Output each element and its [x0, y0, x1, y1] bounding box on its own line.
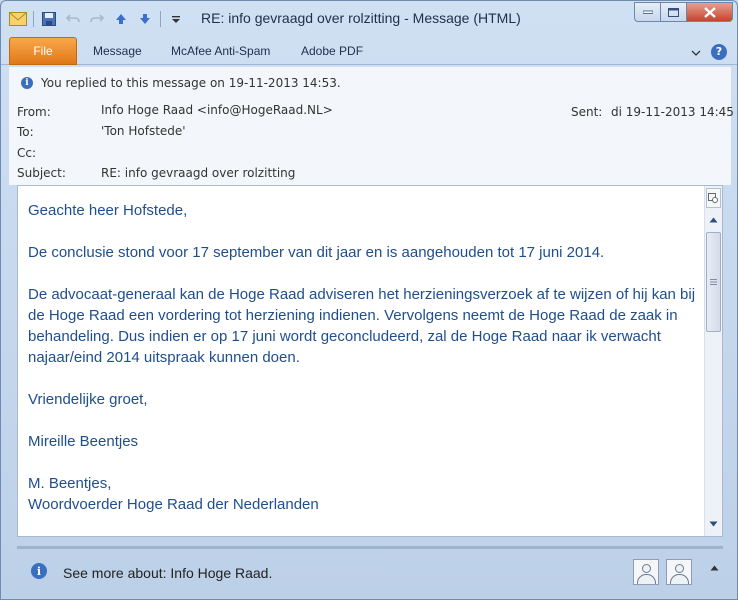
scroll-thumb[interactable]	[706, 232, 721, 332]
minimize-icon	[643, 10, 653, 14]
maximize-button[interactable]	[661, 2, 687, 22]
from-value[interactable]: Info Hoge Raad <info@HogeRaad.NL>	[101, 103, 333, 117]
tab-message[interactable]: Message	[93, 44, 142, 58]
ribbon-tabs	[1, 37, 737, 65]
collapse-people-pane-button[interactable]	[710, 563, 719, 574]
tab-mcafee-anti-spam[interactable]: McAfee Anti-Spam	[171, 44, 271, 58]
to-label: To:	[17, 125, 34, 139]
greeting: Geachte heer Hofstede,	[28, 202, 188, 219]
toolbar-separator	[33, 11, 34, 27]
vertical-scrollbar[interactable]	[704, 186, 722, 536]
close-button[interactable]	[687, 2, 733, 22]
window-controls	[634, 2, 733, 22]
subject-label: Subject:	[17, 166, 66, 180]
message-body[interactable]	[17, 185, 723, 537]
message-header	[9, 67, 734, 185]
up-arrow-icon[interactable]	[112, 10, 130, 28]
mail-icon[interactable]	[9, 10, 27, 28]
person-icon[interactable]	[633, 559, 659, 585]
person-icon[interactable]	[666, 559, 692, 585]
from-label: From:	[17, 105, 51, 119]
info-text: You replied to this message on 19-11-2013 14:53.	[41, 76, 341, 90]
people-pane	[9, 551, 731, 595]
closing: Vriendelijke groet,	[28, 391, 148, 408]
close-icon	[704, 7, 716, 18]
to-value[interactable]: 'Ton Hofstede'	[101, 124, 186, 138]
toolbar-separator	[160, 11, 161, 27]
help-icon[interactable]: ?	[711, 44, 727, 60]
minimize-button[interactable]	[634, 2, 661, 22]
down-arrow-icon[interactable]	[136, 10, 154, 28]
paragraph-conclusion: De conclusie stond voor 17 september van dit jaar en is aangehouden tot 17 juni 2014.	[28, 244, 605, 261]
info-bar[interactable]	[9, 73, 731, 93]
undo-icon[interactable]	[64, 10, 82, 28]
info-icon: i	[31, 563, 47, 579]
signature-name: M. Beentjes,	[28, 475, 112, 492]
tab-adobe-pdf[interactable]: Adobe PDF	[301, 44, 364, 58]
chevron-icon[interactable]	[691, 42, 701, 61]
scroll-up-button[interactable]	[706, 212, 721, 228]
sent-label: Sent:	[571, 105, 603, 119]
scroll-down-button[interactable]	[706, 516, 721, 532]
window-title: RE: info gevraagd over rolzitting - Message (HTML)	[201, 10, 521, 26]
people-pane-text: See more about: Info Hoge Raad.	[63, 565, 273, 581]
sent-value: di 19-11-2013 14:45	[611, 105, 734, 119]
customize-icon[interactable]	[167, 10, 185, 28]
info-icon: i	[21, 77, 33, 89]
cc-label: Cc:	[17, 146, 37, 160]
redo-icon[interactable]	[88, 10, 106, 28]
signature-title: Woordvoerder Hoge Raad der Nederlanden	[28, 496, 319, 513]
sender-name: Mireille Beentjes	[28, 433, 139, 450]
maximize-icon	[668, 8, 679, 17]
title-bar	[1, 1, 737, 37]
tab-file[interactable]: File	[9, 37, 77, 65]
paragraph-advice: De advocaat-generaal kan de Hoge Raad adviseren het herzieningsverzoek af te wijzen of hij kan bij de Hoge Raad een vordering tot herziening indienen. Vervolgens neemt de Hoge Raad de zaak in behandeling. Dus indien er op 17 juni wordt geconcludeerd, zal de Hoge Raad naar ik verwacht najaar/eind 2014 uitspraak kunnen doen.	[28, 286, 696, 366]
zoom-icon[interactable]	[706, 188, 721, 208]
save-icon[interactable]	[40, 10, 58, 28]
message-content	[28, 200, 698, 515]
quick-access-toolbar	[9, 10, 185, 28]
people-pane-divider[interactable]	[17, 546, 723, 549]
subject-value: RE: info gevraagd over rolzitting	[101, 166, 296, 180]
